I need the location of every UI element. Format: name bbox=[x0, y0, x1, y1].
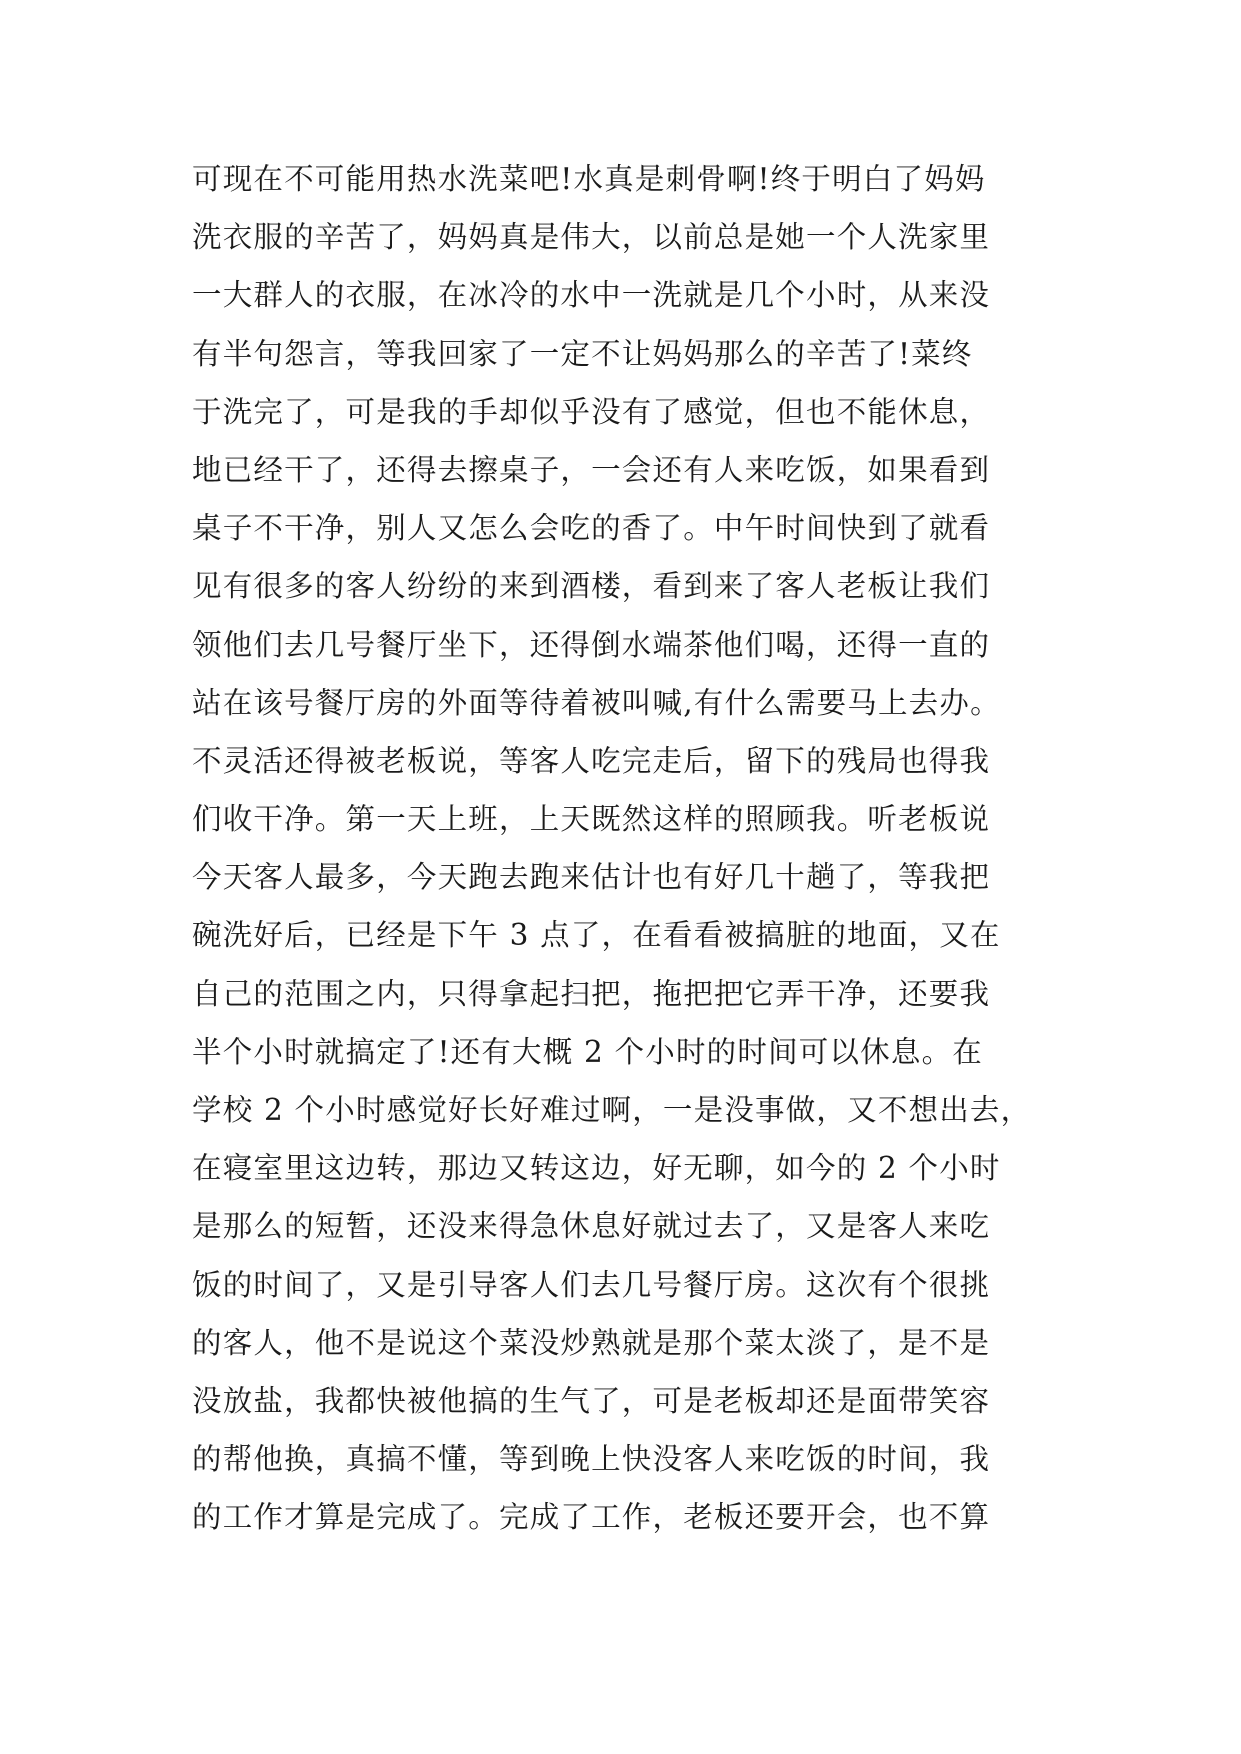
text-line: 一大群人的衣服，在冰冷的水中一洗就是几个小时，从来没 bbox=[192, 278, 991, 313]
body-text bbox=[192, 150, 1062, 1547]
text-line: 于洗完了，可是我的手却似乎没有了感觉，但也不能休息， bbox=[192, 394, 991, 429]
text-line: 不灵活还得被老板说，等客人吃完走后，留下的残局也得我 bbox=[192, 743, 991, 778]
text-line: 自己的范围之内，只得拿起扫把，拖把把它弄干净，还要我 bbox=[192, 976, 991, 1011]
text-line: 领他们去几号餐厅坐下，还得倒水端茶他们喝，还得一直的 bbox=[192, 627, 991, 662]
text-line: 在寝室里这边转，那边又转这边，好无聊，如今的 2 个小时 bbox=[192, 1151, 1001, 1186]
text-line: 洗衣服的辛苦了，妈妈真是伟大，以前总是她一个人洗家里 bbox=[192, 220, 991, 255]
text-line: 学校 2 个小时感觉好长好难过啊，一是没事做，又不想出去， bbox=[192, 1093, 1032, 1127]
text-line: 的帮他换，真搞不懂，等到晚上快没客人来吃饭的时间，我 bbox=[192, 1442, 991, 1477]
text-line: 站在该号餐厅房的外面等待着被叫喊,有什么需要马上去办。 bbox=[192, 685, 1001, 720]
text-line: 地已经干了，还得去擦桌子，一会还有人来吃饭，如果看到 bbox=[192, 452, 991, 487]
text-line: 的工作才算是完成了。完成了工作，老板还要开会，也不算 bbox=[192, 1500, 991, 1535]
text-line: 桌子不干净，别人又怎么会吃的香了。中午时间快到了就看 bbox=[192, 511, 991, 546]
text-line: 可现在不可能用热水洗菜吧!水真是刺骨啊!终于明白了妈妈 bbox=[192, 162, 986, 196]
text-line: 的客人，他不是说这个菜没炒熟就是那个菜太淡了，是不是 bbox=[192, 1325, 991, 1360]
text-line: 见有很多的客人纷纷的来到酒楼，看到来了客人老板让我们 bbox=[192, 569, 991, 604]
text-line: 今天客人最多，今天跑去跑来估计也有好几十趟了，等我把 bbox=[192, 860, 991, 895]
text-line: 饭的时间了，又是引导客人们去几号餐厅房。这次有个很挑 bbox=[192, 1267, 991, 1302]
text-line: 有半句怨言，等我回家了一定不让妈妈那么的辛苦了!菜终 bbox=[192, 336, 973, 371]
text-line: 没放盐，我都快被他搞的生气了，可是老板却还是面带笑容 bbox=[192, 1383, 991, 1418]
text-line: 们收干净。第一天上班，上天既然这样的照顾我。听老板说 bbox=[192, 802, 991, 837]
text-line: 是那么的短暂，还没来得急休息好就过去了，又是客人来吃 bbox=[192, 1209, 991, 1244]
text-line: 碗洗好后，已经是下午 3 点了，在看看被搞脏的地面，又在 bbox=[192, 918, 1001, 953]
text-line: 半个小时就搞定了!还有大概 2 个小时的时间可以休息。在 bbox=[192, 1034, 983, 1069]
